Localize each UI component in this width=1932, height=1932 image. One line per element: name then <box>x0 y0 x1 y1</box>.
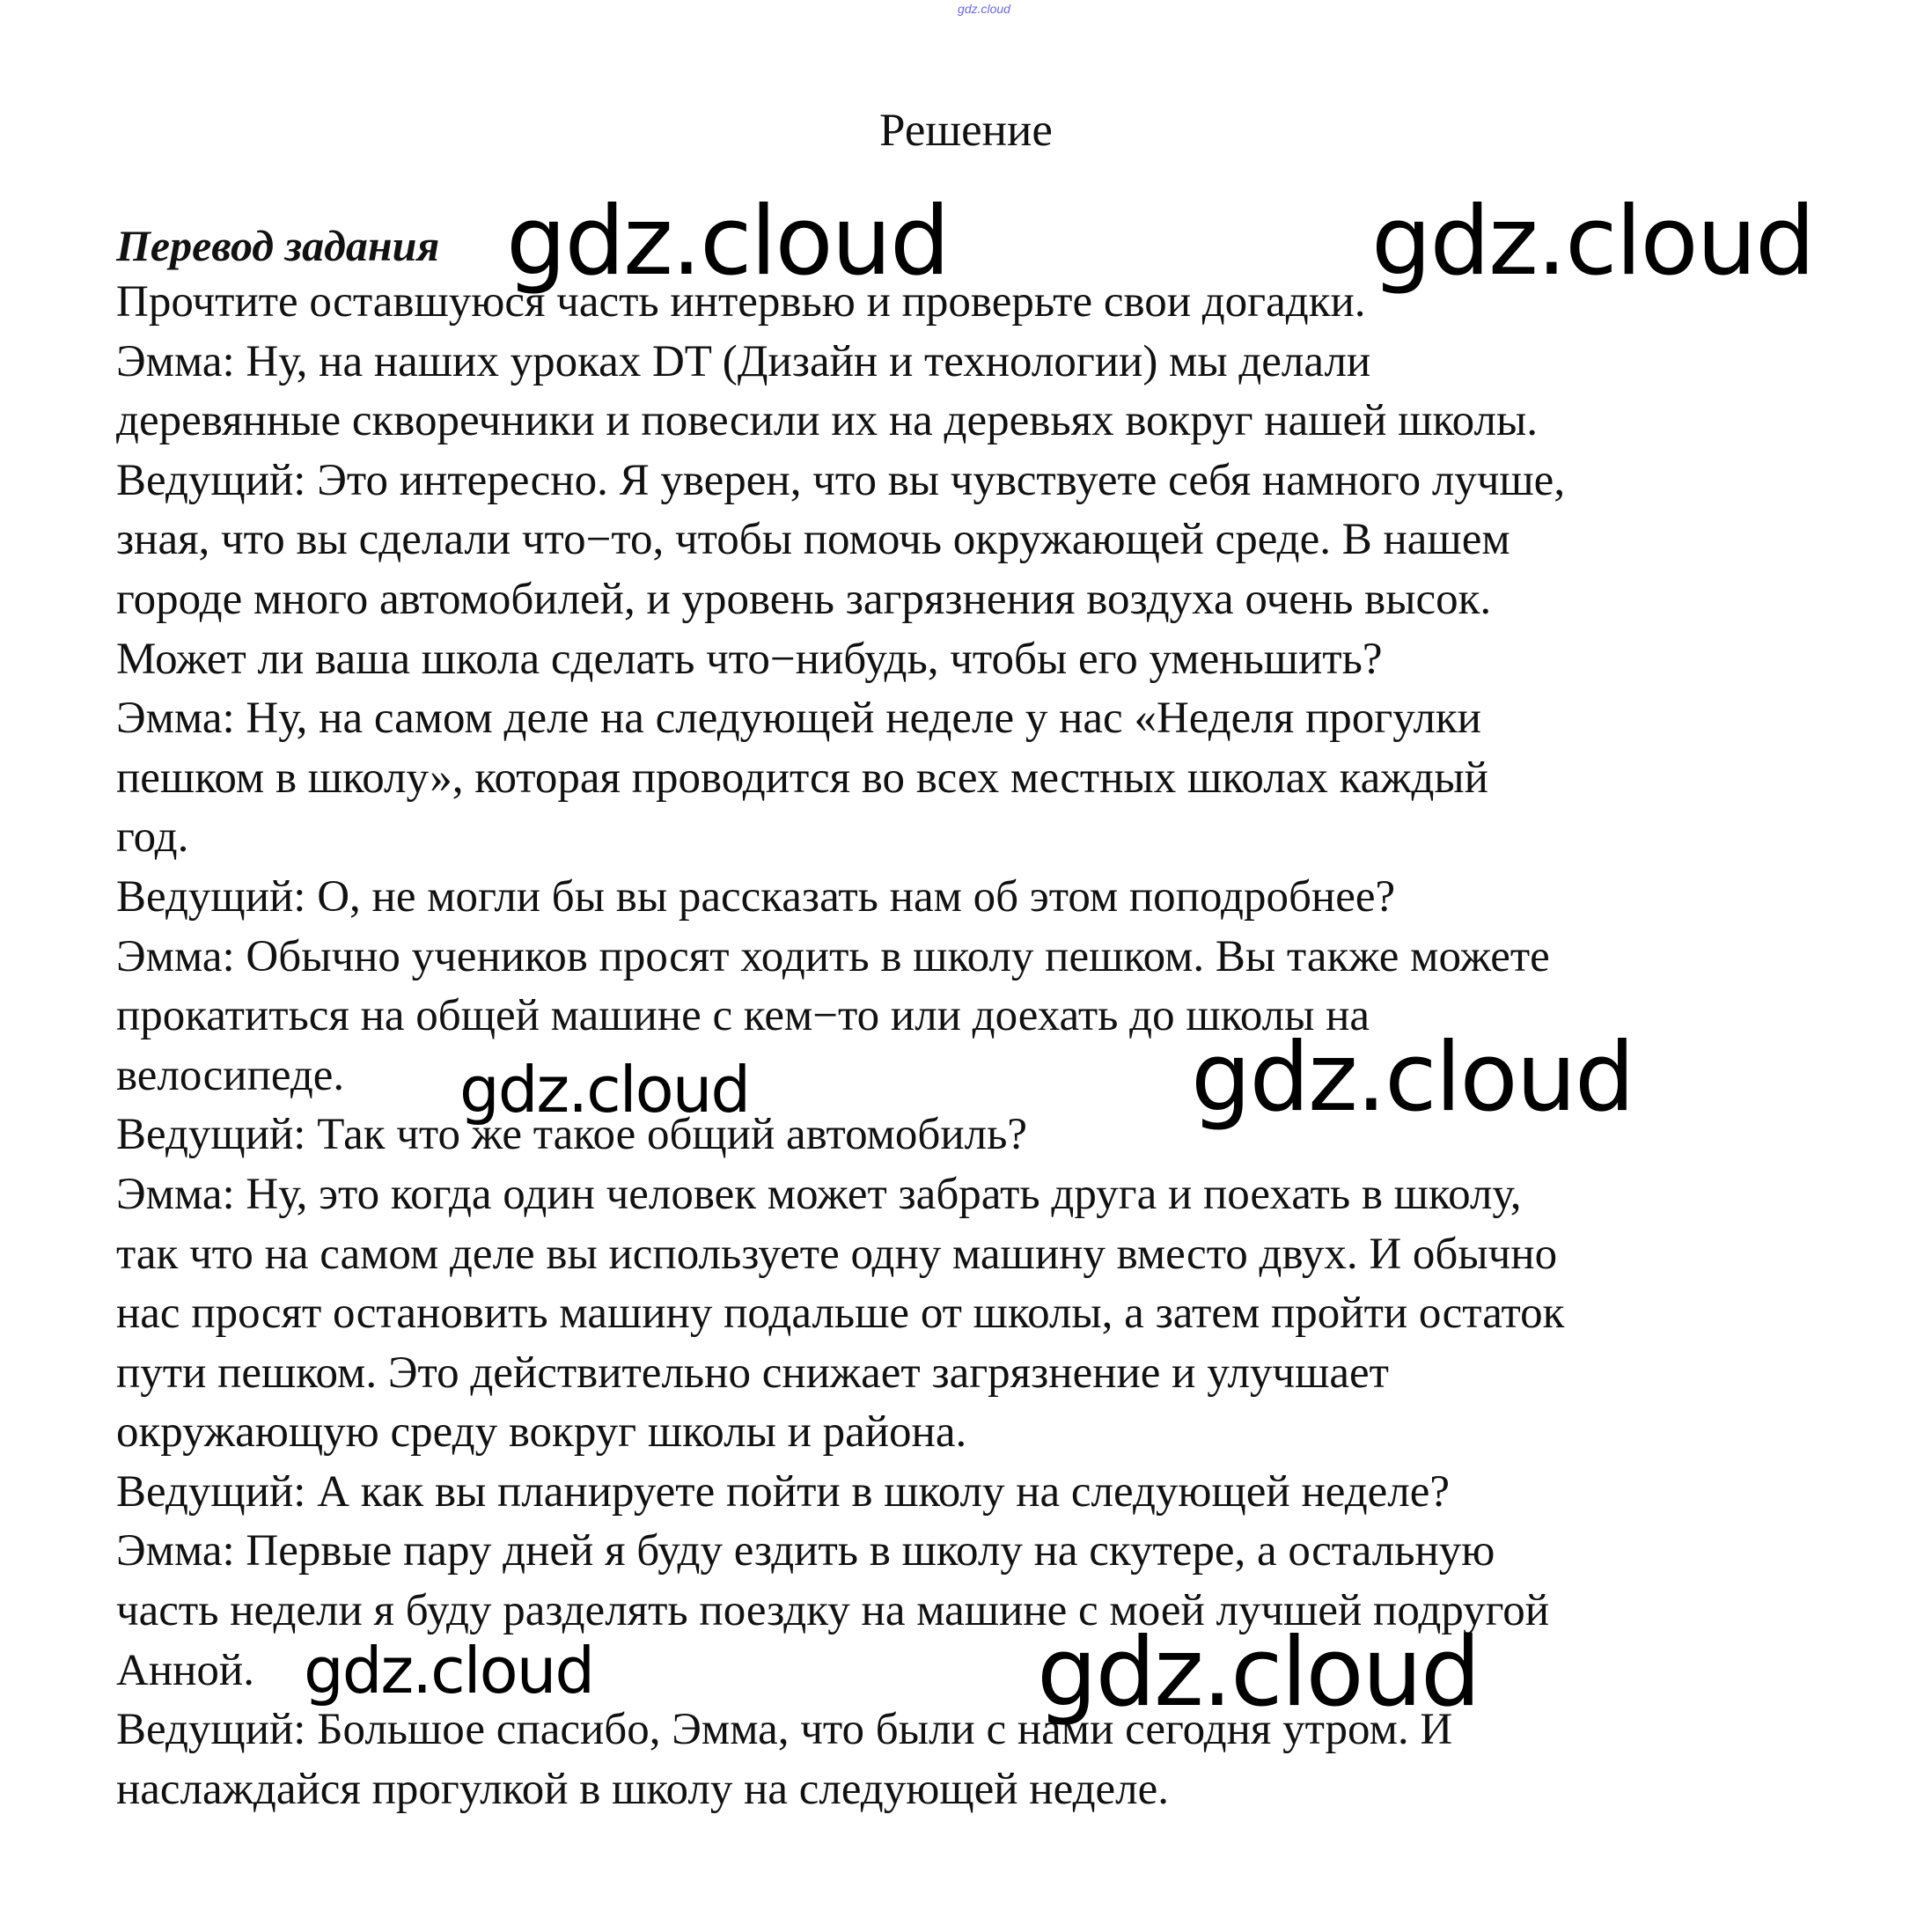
text-line: пути пешком. Это действительно снижает загрязнение и улучшает <box>116 1348 1389 1398</box>
text-line: год. <box>116 812 189 863</box>
text-line: Анной. <box>116 1645 254 1695</box>
text-line: нас просят остановить машину подальше от школы, а затем пройти остаток <box>116 1289 1565 1339</box>
text-line: Ведущий: А как вы планируете пойти в школу на следующей неделе? <box>116 1466 1451 1517</box>
top-watermark: gdz.cloud <box>958 2 1010 16</box>
page-heading: Решение <box>879 105 1053 156</box>
text-line: зная, что вы сделали что−то, чтобы помочь окружающей среде. В нашем <box>116 515 1510 565</box>
text-line: Ведущий: Это интересно. Я уверен, что вы чувствуете себя намного лучше, <box>116 455 1566 505</box>
text-line: так что на самом деле вы используете одну машину вместо двух. И обычно <box>116 1229 1558 1279</box>
text-line: деревянные скворечники и повесили их на деревьях вокруг нашей школы. <box>116 396 1538 446</box>
text-line: пешком в школу», которая проводится во всех местных школах каждый <box>116 753 1488 803</box>
text-line: Эмма: Ну, на наших уроках DT (Дизайн и технологии) мы делали <box>116 336 1371 386</box>
watermark: gdz.cloud <box>304 1634 594 1708</box>
text-line: Эмма: Ну, это когда один человек может забрать друга и поехать в школу, <box>116 1169 1522 1219</box>
text-line: Эмма: Первые пару дней я буду ездить в школу на скутере, а остальную <box>116 1526 1495 1576</box>
text-line: Прочтите оставшуюся часть интервью и проверьте свои догадки. <box>116 277 1366 327</box>
text-line: Эмма: Обычно учеников просят ходить в школу пешком. Вы также можете <box>116 931 1550 981</box>
watermark: gdz.cloud <box>459 1053 750 1127</box>
text-line: Ведущий: Так что же такое общий автомобиль? <box>116 1110 1027 1160</box>
text-line: часть недели я буду разделять поездку на машине с моей лучшей подругой <box>116 1586 1550 1636</box>
watermark: gdz.cloud <box>1191 1023 1634 1133</box>
text-line: наслаждайся прогулкой в школу на следующей неделе. <box>116 1764 1169 1814</box>
text-line: Ведущий: О, не могли бы вы рассказать нам об этом поподробнее? <box>116 871 1396 922</box>
watermark: gdz.cloud <box>1037 1618 1480 1728</box>
text-line: велосипеде. <box>116 1050 345 1100</box>
text-line: Эмма: Ну, на самом деле на следующей неделе у нас «Неделя прогулки <box>116 694 1481 744</box>
text-line: Ведущий: Большое спасибо, Эмма, что были с нами сегодня утром. И <box>116 1705 1453 1755</box>
watermark: gdz.cloud <box>1371 187 1814 297</box>
text-line: окружающую среду вокруг школы и района. <box>116 1407 967 1458</box>
text-line: прокатиться на общей машине с кем−то или доехать до школы на <box>116 991 1370 1041</box>
text-line: городе много автомобилей, и уровень загрязнения воздуха очень высок. <box>116 574 1492 624</box>
task-title: Перевод задания <box>116 221 440 270</box>
text-line: Может ли ваша школа сделать что−нибудь, чтобы его уменьшить? <box>116 634 1383 684</box>
watermark: gdz.cloud <box>506 187 949 297</box>
